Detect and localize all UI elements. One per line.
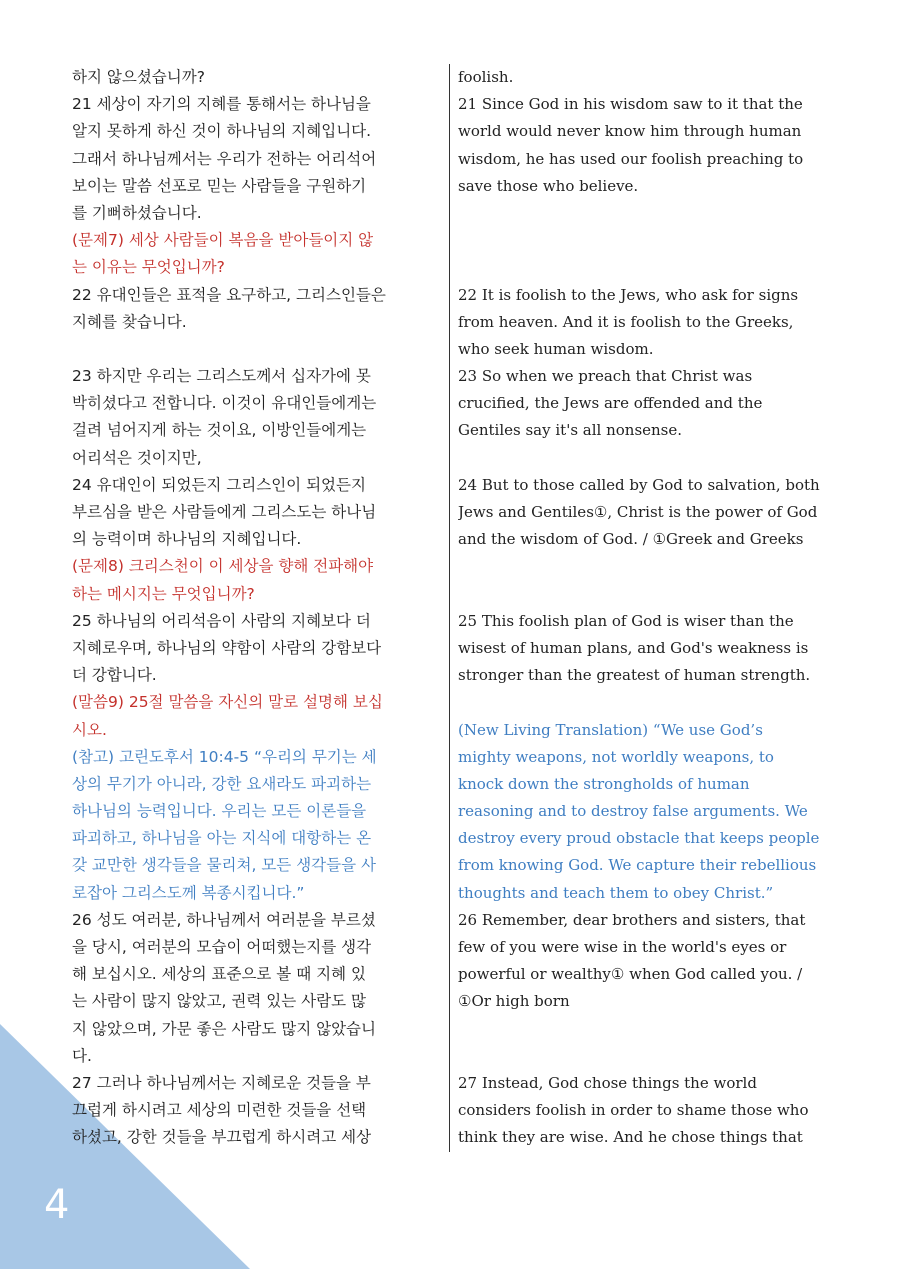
korean-line: 다. xyxy=(72,1046,92,1065)
english-verse-25 xyxy=(458,608,830,690)
spacer xyxy=(458,553,830,580)
korean-line: 를 기뻐하셨습니다. xyxy=(72,203,202,222)
spacer xyxy=(458,1043,830,1070)
korean-verse-25 xyxy=(72,608,442,690)
korean-line: 하셨고, 강한 것들을 부끄럽게 하시려고 세상 xyxy=(72,1128,372,1147)
english-line: ①Or high born xyxy=(458,992,570,1011)
spacer xyxy=(458,445,830,472)
korean-reference xyxy=(72,744,442,907)
english-verse-23 xyxy=(458,363,830,445)
korean-line: 알지 못하게 하신 것이 하나님의 지혜입니다. xyxy=(72,122,372,141)
reference-line: knock down the strongholds of human xyxy=(458,774,750,793)
spacer xyxy=(458,581,830,608)
korean-line: 의 능력이며 하나님의 지혜입니다. xyxy=(72,530,302,549)
question-line: (문제7) 세상 사람들이 복음을 받아들이지 않 xyxy=(72,231,374,250)
korean-verse-22 xyxy=(72,282,442,336)
english-line: wisest of human plans, and God's weakness is xyxy=(458,638,809,657)
korean-verse-26 xyxy=(72,907,442,1070)
spacer xyxy=(458,254,830,281)
korean-line: 더 강합니다. xyxy=(72,666,157,685)
korean-verse-21 xyxy=(72,91,442,227)
korean-line: 그래서 하나님께서는 우리가 전하는 어리석어 xyxy=(72,149,377,168)
korean-line: 하지 않으셨습니까? xyxy=(72,68,205,86)
korean-column xyxy=(72,64,442,1152)
english-line: 27 Instead, God chose things the world xyxy=(458,1073,757,1092)
korean-line: 을 당시, 여러분의 모습이 어떠했는지를 생각 xyxy=(72,938,372,956)
english-reference xyxy=(458,717,830,907)
reference-line: reasoning and to destroy false arguments. We xyxy=(458,802,808,821)
korean-line: 21 세상이 자기의 지혜를 통해서는 하나님을 xyxy=(72,95,371,114)
english-line: few of you were wise in the world's eyes or xyxy=(458,938,787,956)
english-line: 24 But to those called by God to salvation, both xyxy=(458,475,820,494)
korean-line: 27 그러나 하나님께서는 지혜로운 것들을 부 xyxy=(72,1073,371,1092)
english-verse-26 xyxy=(458,907,830,1016)
reference-line: (참고) 고린도후서 10:4-5 “우리의 무기는 세 xyxy=(72,747,377,766)
page-number: 4 xyxy=(44,1182,70,1228)
korean-verse-24 xyxy=(72,472,442,554)
question-line: (문제8) 크리스천이 이 세상을 향해 전파해야 xyxy=(72,557,374,576)
english-verse-27 xyxy=(458,1070,830,1152)
question-7 xyxy=(72,227,442,281)
question-line: 시오. xyxy=(72,720,107,739)
question-line: (말씀9) 25절 말씀을 자신의 말로 설명해 보십 xyxy=(72,693,383,712)
english-line: Gentiles say it's all nonsense. xyxy=(458,421,683,440)
korean-line: 24 유대인이 되었든지 그리스인이 되었든지 xyxy=(72,475,366,494)
spacer xyxy=(458,1016,830,1043)
word-9 xyxy=(72,689,442,743)
korean-line: 부르심을 받은 사람들에게 그리스도는 하나님 xyxy=(72,503,377,521)
english-verse-21 xyxy=(458,91,830,200)
reference-line: (New Living Translation) “We use God’s xyxy=(458,720,763,739)
english-line: stronger than the greatest of human strength. xyxy=(458,666,811,685)
korean-line: 보이는 말씀 선포로 믿는 사람들을 구원하기 xyxy=(72,176,367,195)
korean-line: 25 하나님의 어리석음이 사람의 지혜보다 더 xyxy=(72,611,371,630)
reference-line: thoughts and teach them to obey Christ.” xyxy=(458,883,774,902)
reference-line: destroy every proud obstacle that keeps people xyxy=(458,829,820,848)
reference-line: 상의 무기가 아니라, 강한 요새라도 파괴하는 xyxy=(72,774,372,793)
korean-line: 어리석은 것이지만, xyxy=(72,448,202,467)
english-line: crucified, the Jews are offended and the xyxy=(458,394,763,413)
english-line: think they are wise. And he chose things that xyxy=(458,1128,803,1147)
english-line: foolish. xyxy=(458,68,514,86)
korean-line: 박히셨다고 전합니다. 이것이 유대인들에게는 xyxy=(72,394,377,413)
english-line: save those who believe. xyxy=(458,176,639,195)
english-line: 26 Remember, dear brothers and sisters, that xyxy=(458,910,806,929)
korean-verse-27 xyxy=(72,1070,442,1152)
english-line: wisdom, he has used our foolish preaching to xyxy=(458,149,804,168)
korean-line: 지혜를 찾습니다. xyxy=(72,312,187,331)
korean-line: 는 사람이 많지 않았고, 권력 있는 사람도 많 xyxy=(72,992,366,1011)
spacer xyxy=(458,200,830,227)
korean-line: 끄럽게 하시려고 세상의 미련한 것들을 선택 xyxy=(72,1101,367,1120)
reference-line: from knowing God. We capture their rebellious xyxy=(458,856,817,875)
english-line: who seek human wisdom. xyxy=(458,339,654,358)
reference-line: 로잡아 그리스도께 복종시킵니다.” xyxy=(72,883,305,902)
english-line: 23 So when we preach that Christ was xyxy=(458,367,753,386)
spacer xyxy=(458,227,830,254)
english-line: and the wisdom of God. / ①Greek and Greeks xyxy=(458,530,804,549)
english-line: Jews and Gentiles①, Christ is the power of God xyxy=(458,503,818,521)
reference-line: 파괴하고, 하나님을 아는 지식에 대항하는 온 xyxy=(72,829,372,848)
question-line: 는 이유는 무엇입니까? xyxy=(72,258,225,277)
question-line: 하는 메시지는 무엇입니까? xyxy=(72,584,255,603)
english-verse-22 xyxy=(458,282,830,364)
column-divider xyxy=(449,64,450,1152)
korean-line: 지 않았으며, 가문 좋은 사람도 많지 않았습니 xyxy=(72,1019,377,1038)
english-line: world would never know him through human xyxy=(458,122,802,141)
english-line: 21 Since God in his wisdom saw to it that the xyxy=(458,95,803,114)
spacer xyxy=(72,336,442,363)
korean-line: 해 보십시오. 세상의 표준으로 볼 때 지혜 있 xyxy=(72,965,366,984)
english-line: 25 This foolish plan of God is wiser than the xyxy=(458,611,794,630)
korean-line: 지혜로우며, 하나님의 약함이 사람의 강함보다 xyxy=(72,638,382,657)
question-8 xyxy=(72,553,442,607)
korean-line: 23 하지만 우리는 그리스도께서 십자가에 못 xyxy=(72,367,371,386)
korean-line: 걸려 넘어지게 하는 것이요, 이방인들에게는 xyxy=(72,421,367,440)
reference-line: 갖 교만한 생각들을 물리쳐, 모든 생각들을 사 xyxy=(72,856,377,875)
english-column xyxy=(458,64,830,1152)
english-line: powerful or wealthy① when God called you. / xyxy=(458,965,803,984)
english-verse-24 xyxy=(458,472,830,554)
english-line: from heaven. And it is foolish to the Greeks, xyxy=(458,312,794,331)
english-line: 22 It is foolish to the Jews, who ask for signs xyxy=(458,285,799,304)
reference-line: mighty weapons, not worldly weapons, to xyxy=(458,747,774,766)
reference-line: 하나님의 능력입니다. 우리는 모든 이론들을 xyxy=(72,802,367,821)
spacer xyxy=(458,689,830,716)
korean-line: 22 유대인들은 표적을 요구하고, 그리스인들은 xyxy=(72,285,386,304)
korean-line: 26 성도 여러분, 하나님께서 여러분을 부르셨 xyxy=(72,910,376,929)
korean-verse-23 xyxy=(72,363,442,472)
english-line: considers foolish in order to shame those who xyxy=(458,1101,809,1120)
